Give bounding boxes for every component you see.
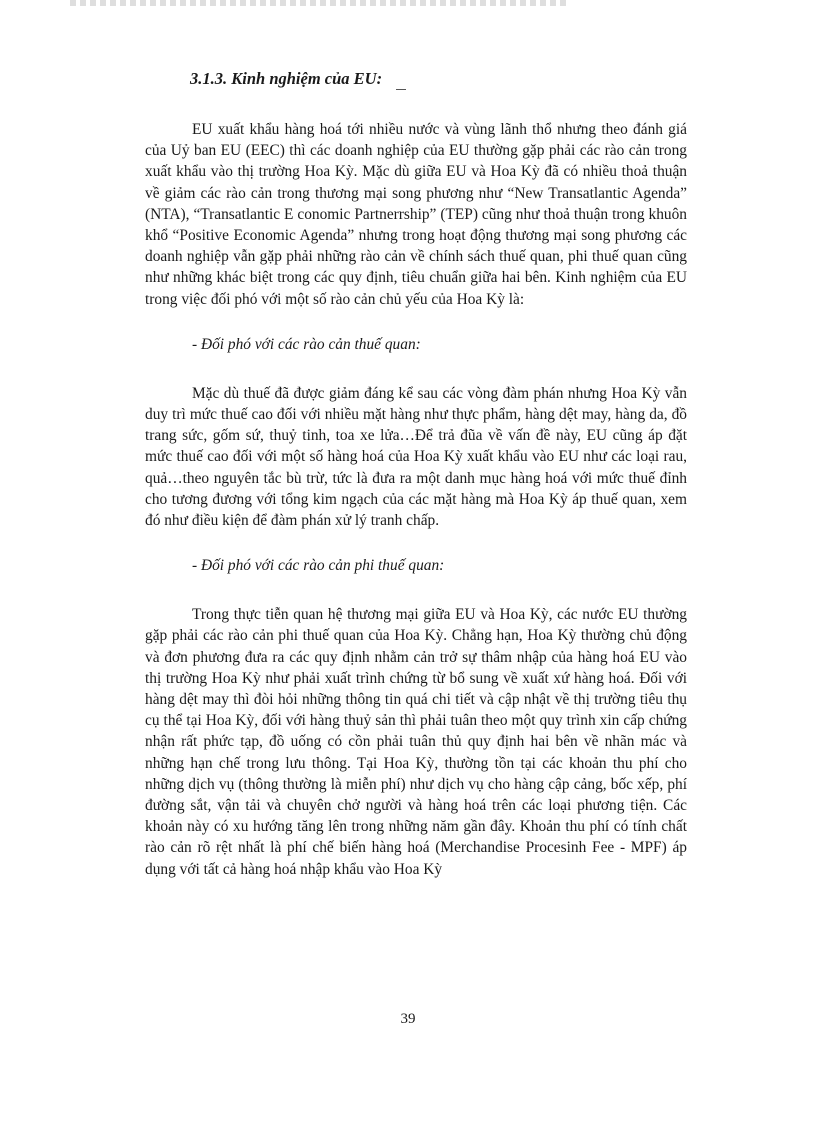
paragraph-intro: EU xuất khẩu hàng hoá tới nhiều nước và vùng lãnh thổ nhưng theo đánh giá của Uỷ ban EU (EEC) thì các doanh nghiệp của EU thường gặp phải các rào cản trong xuất khẩu vào thị trường Hoa Kỳ. Mặc dù giữa EU và Hoa Kỳ đã có nhiều thoả thuận về giảm các rào cản trong thương mại song phương như “New Transatlantic Agenda” (NTA), “Transatlantic E conomic Partnerrship” (TEP) cũng như thoả thuận trong khuôn khổ “Positive Economic Agenda” nhưng trong hoạt động thương mại song phương các doanh nghiệp vẫn gặp phải những rào cản về chính sách thuế quan, phi thuế quan cũng như những khác biệt trong các quy định, tiêu chuẩn giữa hai bên. Kinh nghiệm của EU trong việc đối phó với một số rào cản chủ yếu của Hoa Kỳ là: xyxy=(145,121,687,308)
paragraph-non-tariff: Trong thực tiễn quan hệ thương mại giữa EU và Hoa Kỳ, các nước EU thường gặp phải các rào cản phi thuế quan của Hoa Kỳ. Chẳng hạn, Hoa Kỳ thường chủ động và đơn phương đưa ra các quy định nhằm cản trở sự thâm nhập của hàng hoá EU vào thị trường Hoa Kỳ như phải xuất trình chứng từ bổ sung về xuất xứ hàng hoá. Đối với hàng dệt may thì đòi hỏi những thông tin quá chi tiết và cập nhật về thị trường tiêu thụ cụ thể tại Hoa Kỳ, đối với hàng thuỷ sản thì phải tuân theo một quy trình xin cấp chứng nhận rất phức tạp, đồ uống có cồn phải tuân thủ quy định hai bên về nhãn mác và những hạn chế trong lưu thông. Tại Hoa Kỳ, thường tồn tại các khoản thu phí cho những dịch vụ (thông thường là miễn phí) như dịch vụ cho hàng cập cảng, bốc xếp, phí đường sắt, vận tải và chuyên chở người và hàng hoá trên các loại phương tiện. Các khoản này có xu hướng tăng lên trong những năm gần đây. Khoản thu phí có tính chất rào cản rõ rệt nhất là phí chế biến hàng hoá (Merchandise Procesinh Fee - MPF) áp dụng với tất cả hàng hoá nhập khẩu vào Hoa Kỳ xyxy=(145,606,687,878)
subheading-tariff: - Đối phó với các rào cản thuế quan: xyxy=(192,335,421,353)
document-page xyxy=(145,68,687,880)
section-title: 3.1.3. Kinh nghiệm của EU: xyxy=(190,69,383,88)
section-heading xyxy=(190,68,687,90)
scan-mark xyxy=(396,89,406,90)
subheading-non-tariff: - Đối phó với các rào cản phi thuế quan: xyxy=(192,557,445,575)
paragraph-tariff: Mặc dù thuế đã được giảm đáng kể sau các vòng đàm phán nhưng Hoa Kỳ vẫn duy trì mức thuế cao đối với nhiều mặt hàng như thực phẩm, hàng dệt may, hàng da, đồ trang sức, gốm sứ, thuỷ tinh, toa xe lửa…Để trả đũa về vấn đề này, EU cũng áp đặt mức thuế cao đối với một số hàng hoá của Hoa Kỳ xuất khẩu vào EU như các loại rau, quả…theo nguyên tắc bù trừ, tức là đưa ra một danh mục hàng hoá với mức thuế đỉnh cho tương đương với tổng kim ngạch của các mặt hàng mà Hoa Kỳ áp thuế quan, xem đó như điều kiện để đàm phán xử lý tranh chấp. xyxy=(145,384,687,530)
scan-header-artifact xyxy=(70,0,570,6)
page-number: 39 xyxy=(400,1011,416,1027)
